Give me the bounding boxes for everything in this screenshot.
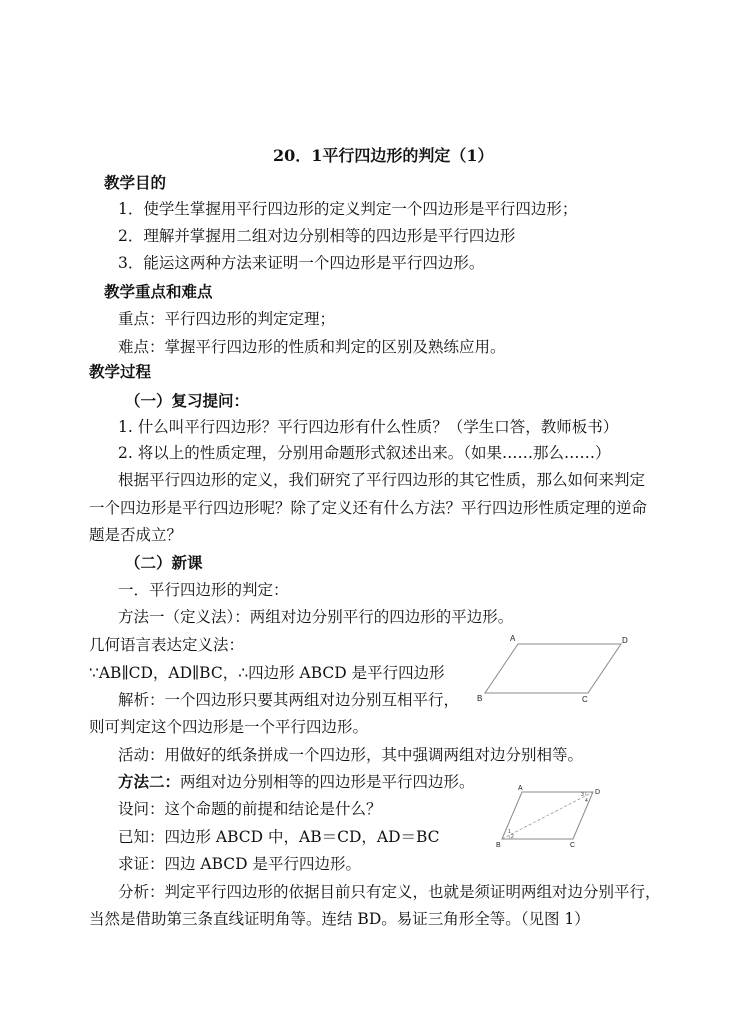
goals-heading: 教学目的 [104,173,167,192]
review-item: 1. 什么叫平行四边形？平行四边形有什么性质？（学生口答，教师板书） [118,418,619,436]
angle-mark-1: 1 [508,829,511,835]
process-heading: 教学过程 [89,362,152,381]
page-title: 20．1平行四边形的判定（1） [273,146,494,165]
vertex-label-a: A [518,785,523,792]
analysis-one: 解析：一个四边形只要其两组对边分别互相平行， [118,691,460,709]
analysis-two-cont: 当然是借助第三条直线证明角等。连结 BD。易证三角形全等。（见图 1） [89,910,590,928]
geo-expression: ∵AB∥CD，AD∥BC，∴四边形 ABCD 是平行四边形 [89,664,445,682]
vertex-label-b: B [496,842,501,849]
angle-mark-2: 2 [511,834,514,840]
section-heading: 一．平行四边形的判定： [118,581,289,599]
goal-item: 3．能运这两种方法来证明一个四边形是平行四边形。 [118,254,485,272]
parallelogram-figure-one [470,630,640,710]
angle-mark-3: 3 [581,792,584,798]
question-text: 设问：这个命题的前提和结论是什么？ [118,800,382,818]
analysis-one-cont: 则可判定这个四边形是一个平行四边形。 [89,718,369,736]
angle-arc [509,835,510,839]
intro-line: 一个四边形是平行四边形呢？除了定义还有什么方法？平行四边形性质定理的逆命 [89,499,648,517]
method-two-text: 两组对边分别相等的四边形是平行四边形。 [180,773,475,791]
review-item: 2. 将以上的性质定理，分别用命题形式叙述出来。（如果……那么……） [118,444,611,462]
diagonal-bd [502,792,593,839]
method-two [118,772,475,792]
method-two-label: 方法二： [118,772,181,791]
method-one: 方法一（定义法）：两组对边分别平行的四边形的平边形。 [118,608,514,626]
intro-line: 题是否成立？ [89,526,183,544]
vertex-label-b: B [477,694,483,703]
parallelogram-figure-two [490,780,610,852]
focus-key: 重点：平行四边形的判定定理； [118,310,336,328]
review-heading: （一）复习提问： [125,391,250,410]
vertex-label-c: C [570,842,576,849]
vertex-label-c: C [582,695,588,704]
vertex-label-d: D [622,636,628,645]
goal-item: 1．使学生掌握用平行四边形的定义判定一个四边形是平行四边形； [118,200,578,218]
focus-heading: 教学重点和难点 [104,282,213,301]
goal-item: 2．理解并掌握用二组对边分别相等的四边形是平行四边形 [118,227,516,245]
geo-expression-label: 几何语言表达定义法： [89,636,245,654]
new-lesson-heading: （二）新课 [125,553,203,572]
focus-difficulty: 难点：掌握平行四边形的性质和判定的区别及熟练应用。 [118,338,506,356]
prove-text: 求证：四边 ABCD 是平行四边形。 [118,855,362,873]
given-text: 已知：四边形 ABCD 中，AB＝CD，AD＝BC [118,828,440,846]
angle-mark-4: 4 [585,798,588,804]
vertex-label-a: A [510,634,516,643]
parallelogram-shape [485,644,621,693]
vertex-label-d: D [595,789,601,796]
activity-text: 活动：用做好的纸条拼成一个四边形，其中强调两组对边分别相等。 [118,746,584,764]
intro-line: 根据平行四边形的定义，我们研究了平行四边形的其它性质，那么如何来判定 [118,471,646,489]
analysis-two: 分析：判定平行四边形的依据目前只有定义，也就是须证明两组对边分别平行， [118,883,661,901]
